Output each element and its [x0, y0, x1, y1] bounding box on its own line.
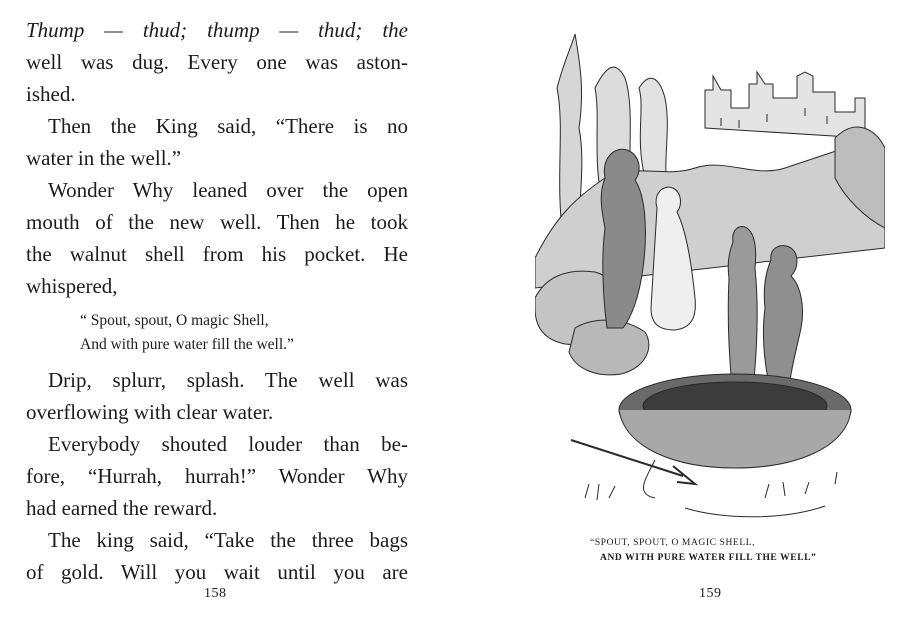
text-line: water in the well.”: [26, 146, 182, 170]
right-page: [450, 0, 908, 624]
text-line: whispered,: [26, 274, 118, 298]
text-line: the walnut shell from his pocket. He: [26, 242, 408, 266]
text-line: Everybody shouted louder than be-: [48, 432, 408, 456]
text-line: ished.: [26, 82, 76, 106]
text-line: well was dug. Every one was aston-: [26, 50, 408, 74]
left-page: [0, 0, 450, 624]
text-line: Then the King said, “There is no: [48, 114, 408, 138]
text-line: The king said, “Take the three bags: [48, 528, 408, 552]
text-line: fore, “Hurrah, hurrah!” Wonder Why: [26, 464, 408, 488]
verse-line: “ Spout, spout, O magic Shell,: [80, 312, 269, 329]
text-line: mouth of the new well. Then he took: [26, 210, 408, 234]
text-line: Thump — thud; thump — thud; the: [26, 18, 408, 42]
page-number: 159: [699, 586, 722, 601]
caption-line: AND WITH PURE WATER FILL THE WELL”: [600, 553, 817, 563]
page-number: 158: [204, 586, 227, 601]
verse-line: And with pure water fill the well.”: [80, 336, 294, 353]
text-line: had earned the reward.: [26, 496, 218, 520]
text-line: Drip, splurr, splash. The well was: [48, 368, 408, 392]
text-line: of gold. Will you wait until you are: [26, 560, 408, 584]
caption-line: “SPOUT, SPOUT, O MAGIC SHELL,: [590, 538, 756, 548]
well-illustration: [535, 28, 885, 530]
text-line: overflowing with clear water.: [26, 400, 274, 424]
text-line: Wonder Why leaned over the open: [48, 178, 408, 202]
